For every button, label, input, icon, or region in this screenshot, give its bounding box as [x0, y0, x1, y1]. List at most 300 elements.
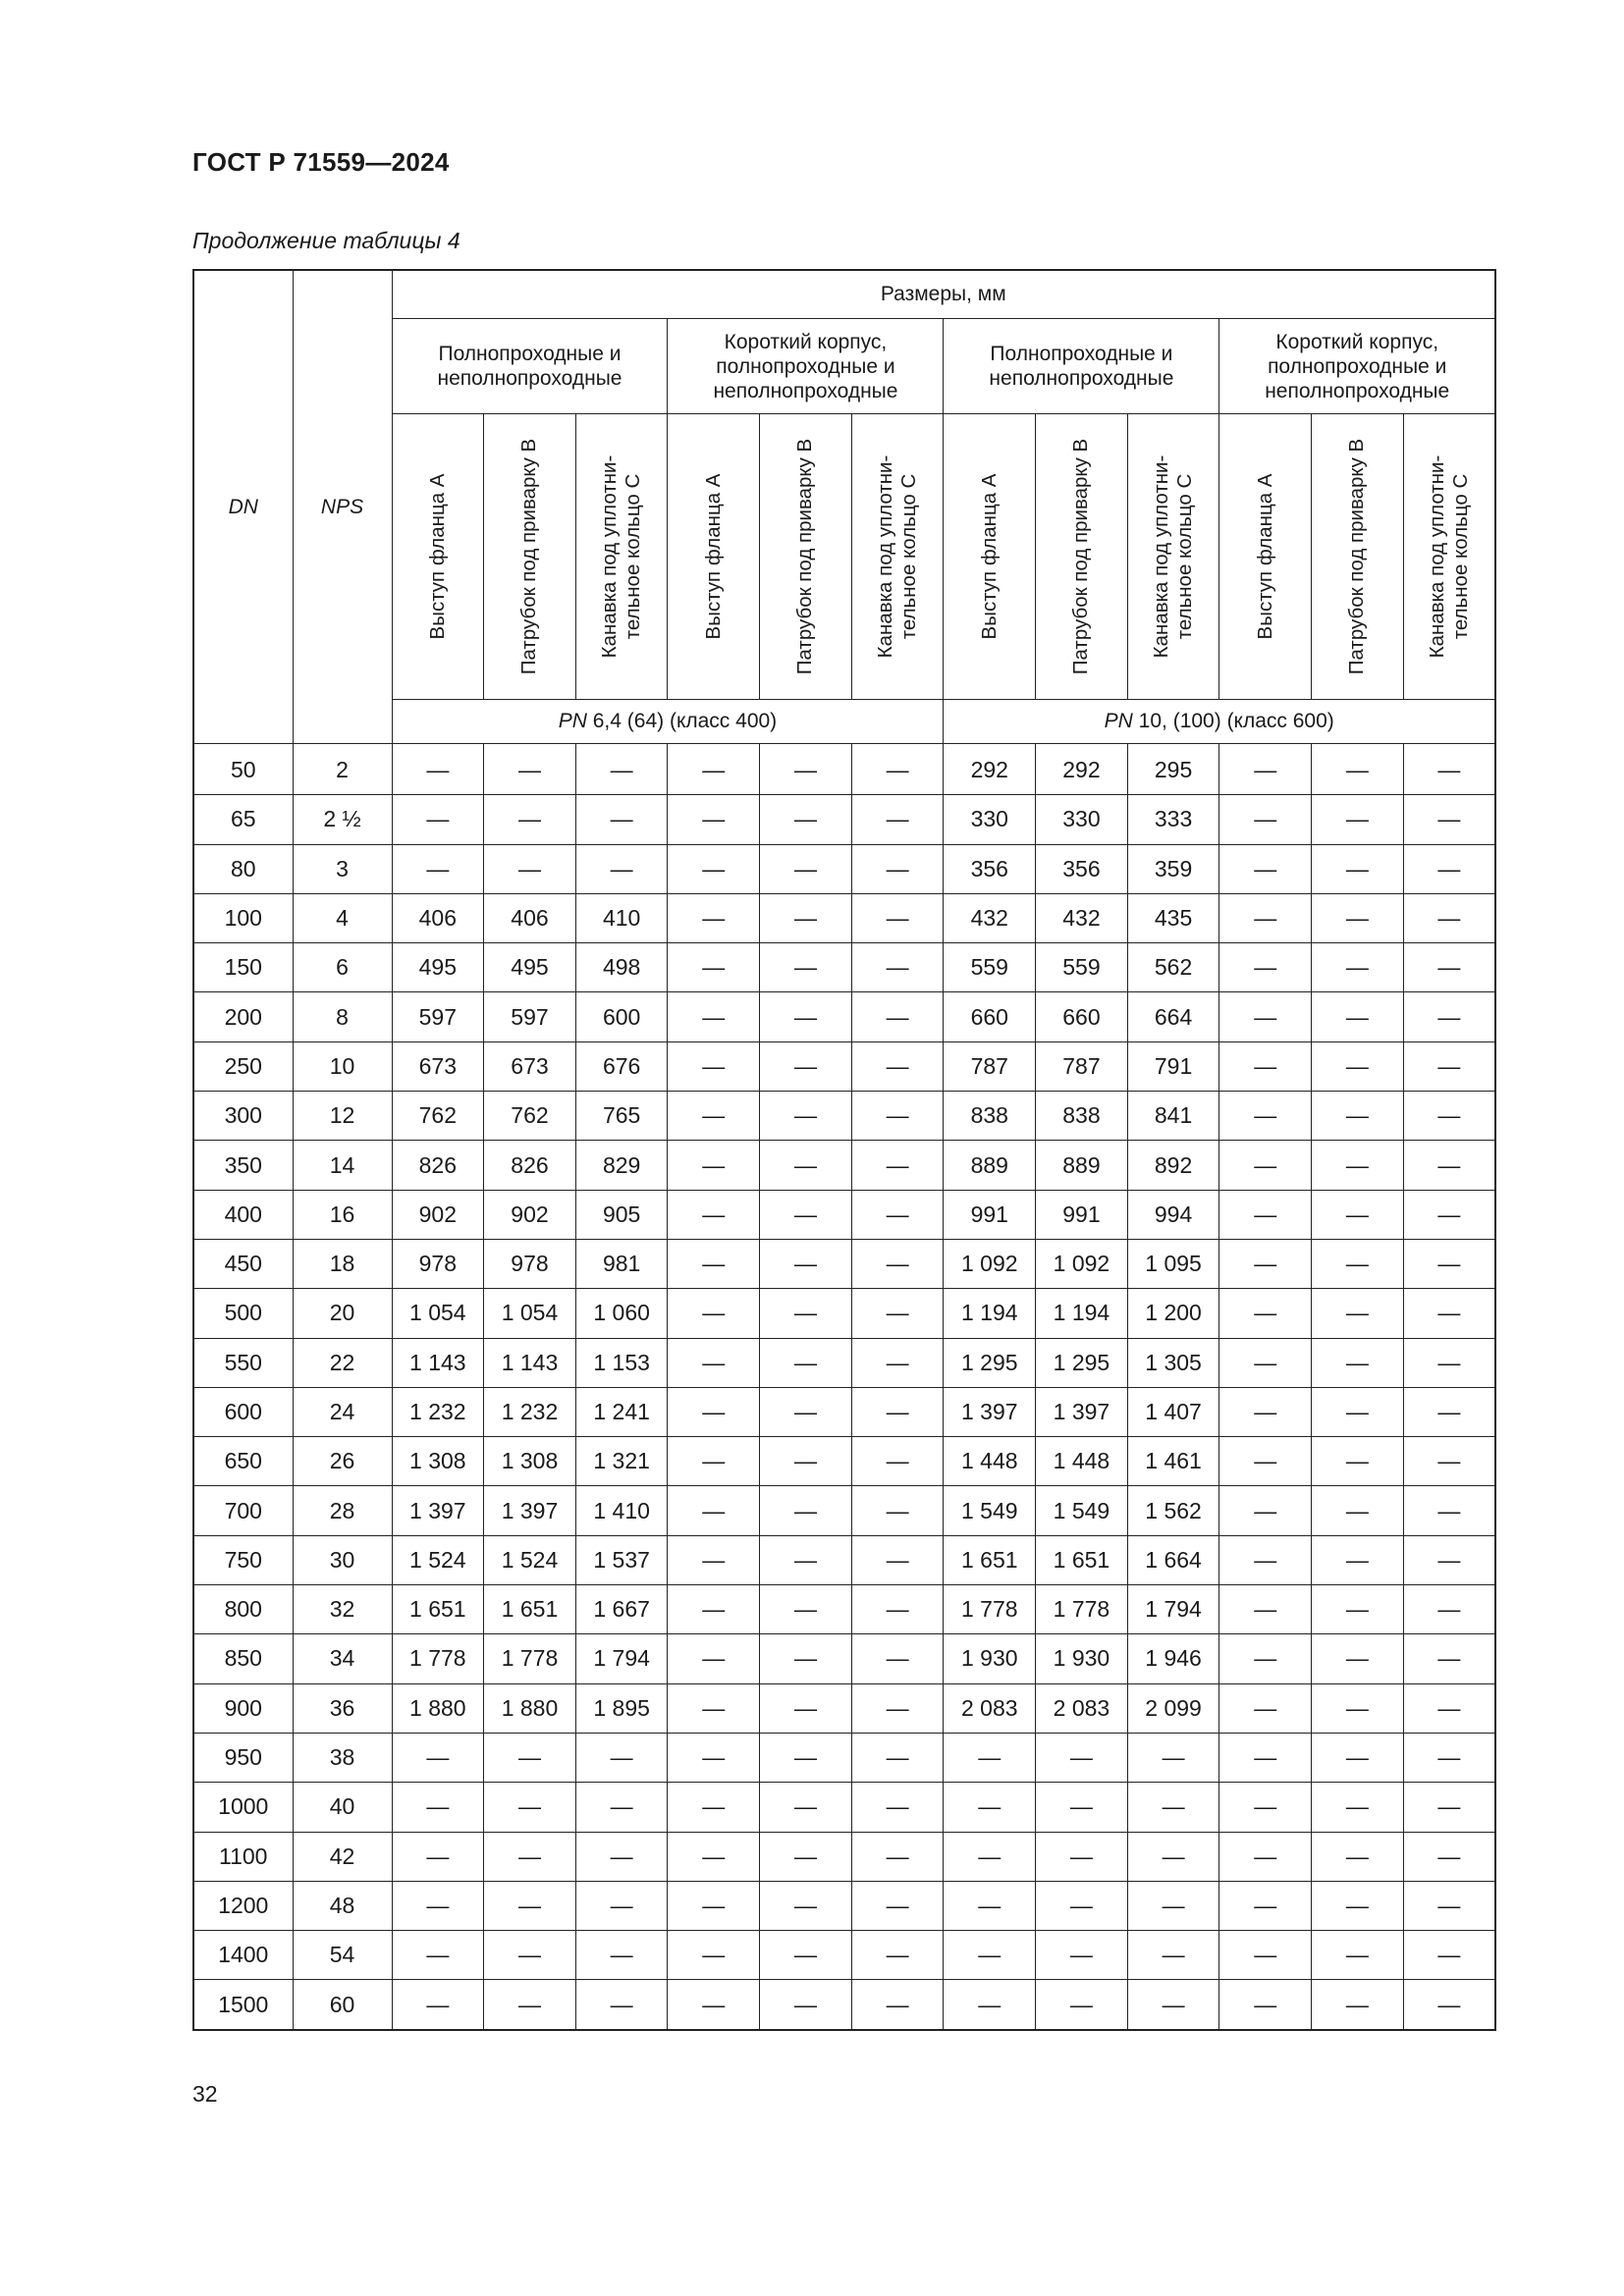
value-cell: —: [760, 1486, 852, 1535]
table-row: [193, 1783, 1495, 1832]
nps-cell: 4: [293, 893, 392, 942]
dn-cell: 600: [193, 1387, 293, 1436]
value-cell: —: [1403, 1486, 1495, 1535]
nps-cell: 38: [293, 1733, 392, 1782]
dn-cell: 150: [193, 943, 293, 992]
nps-cell: 16: [293, 1190, 392, 1239]
value-cell: —: [668, 893, 760, 942]
nps-cell: 6: [293, 943, 392, 992]
value-cell: —: [760, 1239, 852, 1288]
value-cell: —: [668, 1585, 760, 1634]
dn-cell: 750: [193, 1535, 293, 1584]
value-cell: 765: [575, 1092, 668, 1141]
table-row: [193, 1141, 1495, 1190]
value-cell: 991: [1036, 1190, 1128, 1239]
value-cell: —: [668, 943, 760, 992]
sub-column-label: Патрубок под приварку B: [1345, 438, 1369, 675]
sub-column-header: [1403, 414, 1495, 700]
nps-cell: 14: [293, 1141, 392, 1190]
value-cell: 1 241: [575, 1387, 668, 1436]
group-header-full-bore-2: Полнопроходные и неполнопроходные: [944, 319, 1219, 414]
document-title: ГОСТ Р 71559—2024: [192, 147, 450, 177]
value-cell: —: [668, 1041, 760, 1091]
value-cell: —: [760, 1289, 852, 1338]
value-cell: 1 524: [484, 1535, 576, 1584]
value-cell: 1 651: [392, 1585, 484, 1634]
value-cell: 495: [392, 943, 484, 992]
value-cell: —: [760, 1437, 852, 1486]
value-cell: —: [1403, 1141, 1495, 1190]
value-cell: —: [1403, 1931, 1495, 1980]
value-cell: 597: [484, 992, 576, 1041]
value-cell: 889: [1036, 1141, 1128, 1190]
value-cell: —: [1403, 744, 1495, 795]
value-cell: —: [851, 1585, 944, 1634]
value-cell: —: [1312, 1783, 1404, 1832]
value-cell: —: [760, 1881, 852, 1930]
value-cell: 1 092: [944, 1239, 1036, 1288]
value-cell: —: [1312, 1634, 1404, 1683]
value-cell: —: [1403, 1683, 1495, 1733]
value-cell: —: [1403, 1041, 1495, 1091]
nps-cell: 3: [293, 844, 392, 893]
value-cell: —: [392, 795, 484, 844]
value-cell: —: [668, 1437, 760, 1486]
group-header-short-body-2: Короткий корпус, полнопроходные и неполнопроходные: [1219, 319, 1495, 414]
value-cell: —: [851, 795, 944, 844]
table-row: [193, 1190, 1495, 1239]
dn-cell: 200: [193, 992, 293, 1041]
value-cell: —: [851, 1041, 944, 1091]
group-header-full-bore-1: Полнопроходные и неполнопроходные: [392, 319, 668, 414]
nps-cell: 18: [293, 1239, 392, 1288]
value-cell: —: [484, 1931, 576, 1980]
value-cell: —: [484, 1783, 576, 1832]
value-cell: 2 099: [1127, 1683, 1219, 1733]
value-cell: —: [1403, 992, 1495, 1041]
value-cell: —: [1127, 1783, 1219, 1832]
value-cell: 495: [484, 943, 576, 992]
value-cell: 1 305: [1127, 1338, 1219, 1387]
dn-cell: 1500: [193, 1980, 293, 2030]
value-cell: —: [1036, 1980, 1128, 2030]
value-cell: 889: [944, 1141, 1036, 1190]
value-cell: —: [1036, 1733, 1128, 1782]
value-cell: —: [1403, 1387, 1495, 1436]
dn-cell: 500: [193, 1289, 293, 1338]
value-cell: 1 895: [575, 1683, 668, 1733]
value-cell: —: [944, 1980, 1036, 2030]
value-cell: —: [1219, 1585, 1312, 1634]
value-cell: 660: [944, 992, 1036, 1041]
value-cell: —: [1127, 1881, 1219, 1930]
value-cell: 1 200: [1127, 1289, 1219, 1338]
value-cell: —: [1312, 795, 1404, 844]
value-cell: —: [668, 795, 760, 844]
value-cell: —: [851, 1783, 944, 1832]
value-cell: —: [484, 1733, 576, 1782]
value-cell: 432: [944, 893, 1036, 942]
value-cell: —: [668, 1683, 760, 1733]
value-cell: 762: [392, 1092, 484, 1141]
value-cell: —: [575, 1832, 668, 1881]
sub-column-header: [392, 414, 484, 700]
value-cell: —: [668, 1881, 760, 1930]
value-cell: —: [1219, 1783, 1312, 1832]
value-cell: —: [1219, 844, 1312, 893]
value-cell: —: [1219, 1092, 1312, 1141]
value-cell: —: [392, 744, 484, 795]
page-number: 32: [192, 2081, 218, 2107]
value-cell: —: [1312, 1437, 1404, 1486]
value-cell: —: [1219, 893, 1312, 942]
value-cell: 673: [484, 1041, 576, 1091]
value-cell: 1 664: [1127, 1535, 1219, 1584]
table-row: [193, 992, 1495, 1041]
value-cell: —: [1127, 1931, 1219, 1980]
value-cell: —: [760, 1535, 852, 1584]
value-cell: —: [392, 1881, 484, 1930]
sub-column-header: [484, 414, 576, 700]
value-cell: —: [392, 1832, 484, 1881]
value-cell: 676: [575, 1041, 668, 1091]
value-cell: —: [1403, 1733, 1495, 1782]
value-cell: 1 880: [392, 1683, 484, 1733]
value-cell: 1 153: [575, 1338, 668, 1387]
value-cell: 1 397: [392, 1486, 484, 1535]
value-cell: 1 778: [392, 1634, 484, 1683]
value-cell: 330: [944, 795, 1036, 844]
value-cell: 1 778: [944, 1585, 1036, 1634]
nps-cell: 12: [293, 1092, 392, 1141]
value-cell: 1 397: [484, 1486, 576, 1535]
value-cell: —: [760, 893, 852, 942]
value-cell: 1 549: [1036, 1486, 1128, 1535]
value-cell: —: [760, 1338, 852, 1387]
value-cell: 1 143: [392, 1338, 484, 1387]
value-cell: —: [851, 893, 944, 942]
sub-column-label: Выступ фланца A: [977, 473, 1001, 640]
value-cell: 841: [1127, 1092, 1219, 1141]
value-cell: —: [1312, 1092, 1404, 1141]
table-row: [193, 744, 1495, 795]
column-header-dn: DN: [193, 270, 293, 744]
sub-column-label: Патрубок под приварку B: [793, 438, 817, 675]
value-cell: —: [1403, 1289, 1495, 1338]
value-cell: —: [668, 1239, 760, 1288]
value-cell: 1 308: [392, 1437, 484, 1486]
value-cell: —: [1127, 1980, 1219, 2030]
value-cell: 2 083: [944, 1683, 1036, 1733]
column-header-nps: NPS: [293, 270, 392, 744]
value-cell: —: [760, 1387, 852, 1436]
value-cell: 994: [1127, 1190, 1219, 1239]
value-cell: 410: [575, 893, 668, 942]
value-cell: 498: [575, 943, 668, 992]
value-cell: 1 667: [575, 1585, 668, 1634]
table-row: [193, 1980, 1495, 2030]
value-cell: 597: [392, 992, 484, 1041]
value-cell: 406: [484, 893, 576, 942]
value-cell: —: [668, 1289, 760, 1338]
value-cell: —: [851, 1733, 944, 1782]
sub-column-header: [1219, 414, 1312, 700]
table-row: [193, 1881, 1495, 1930]
sub-column-header: [760, 414, 852, 700]
value-cell: —: [760, 1783, 852, 1832]
value-cell: —: [1403, 844, 1495, 893]
dn-cell: 700: [193, 1486, 293, 1535]
value-cell: 1 778: [1036, 1585, 1128, 1634]
dn-cell: 1400: [193, 1931, 293, 1980]
value-cell: —: [668, 1931, 760, 1980]
value-cell: —: [1403, 943, 1495, 992]
sub-column-label: Выступ фланца A: [1253, 473, 1276, 640]
value-cell: —: [851, 1289, 944, 1338]
dn-cell: 550: [193, 1338, 293, 1387]
table-row: [193, 795, 1495, 844]
value-cell: —: [392, 844, 484, 893]
value-cell: —: [760, 1585, 852, 1634]
value-cell: —: [668, 1634, 760, 1683]
value-cell: 787: [944, 1041, 1036, 1091]
value-cell: 356: [944, 844, 1036, 893]
table-caption: Продолжение таблицы 4: [192, 228, 460, 253]
value-cell: 1 054: [484, 1289, 576, 1338]
dn-cell: 80: [193, 844, 293, 893]
value-cell: —: [392, 1733, 484, 1782]
value-cell: —: [1219, 1634, 1312, 1683]
value-cell: —: [1312, 1387, 1404, 1436]
value-cell: 1 549: [944, 1486, 1036, 1535]
value-cell: 292: [944, 744, 1036, 795]
sub-column-label: Выступ фланца A: [701, 473, 725, 640]
table-row: [193, 1585, 1495, 1634]
value-cell: —: [668, 992, 760, 1041]
nps-cell: 36: [293, 1683, 392, 1733]
value-cell: 1 651: [484, 1585, 576, 1634]
value-cell: —: [668, 1387, 760, 1436]
value-cell: —: [1312, 1585, 1404, 1634]
table-body: [193, 744, 1495, 2030]
value-cell: —: [668, 1783, 760, 1832]
value-cell: —: [851, 1881, 944, 1930]
dimensions-header: Размеры, мм: [392, 270, 1495, 319]
sub-column-label: Патрубок под приварку B: [1069, 438, 1093, 675]
value-cell: —: [1219, 1437, 1312, 1486]
value-cell: 600: [575, 992, 668, 1041]
value-cell: —: [668, 1141, 760, 1190]
value-cell: —: [851, 1239, 944, 1288]
value-cell: —: [668, 1190, 760, 1239]
value-cell: —: [851, 1535, 944, 1584]
value-cell: —: [851, 1387, 944, 1436]
value-cell: 1 295: [944, 1338, 1036, 1387]
value-cell: —: [1036, 1832, 1128, 1881]
value-cell: —: [851, 1437, 944, 1486]
value-cell: 791: [1127, 1041, 1219, 1091]
table-row: [193, 1387, 1495, 1436]
value-cell: —: [1403, 1832, 1495, 1881]
value-cell: 1 794: [575, 1634, 668, 1683]
value-cell: —: [668, 744, 760, 795]
nps-cell: 30: [293, 1535, 392, 1584]
value-cell: —: [944, 1881, 1036, 1930]
value-cell: —: [1219, 795, 1312, 844]
dn-cell: 800: [193, 1585, 293, 1634]
value-cell: 292: [1036, 744, 1128, 795]
nps-cell: 26: [293, 1437, 392, 1486]
value-cell: 991: [944, 1190, 1036, 1239]
value-cell: 559: [1036, 943, 1128, 992]
nps-cell: 20: [293, 1289, 392, 1338]
dn-cell: 300: [193, 1092, 293, 1141]
sub-column-label: Патрубок под приварку B: [517, 438, 541, 675]
value-cell: —: [1403, 893, 1495, 942]
value-cell: —: [944, 1931, 1036, 1980]
value-cell: 1 092: [1036, 1239, 1128, 1288]
value-cell: 660: [1036, 992, 1128, 1041]
value-cell: 406: [392, 893, 484, 942]
value-cell: —: [484, 1980, 576, 2030]
value-cell: —: [668, 1832, 760, 1881]
value-cell: —: [760, 795, 852, 844]
value-cell: 1 794: [1127, 1585, 1219, 1634]
value-cell: —: [1312, 744, 1404, 795]
value-cell: 1 651: [944, 1535, 1036, 1584]
value-cell: —: [1036, 1783, 1128, 1832]
value-cell: —: [668, 1092, 760, 1141]
value-cell: —: [1312, 1535, 1404, 1584]
value-cell: —: [760, 943, 852, 992]
value-cell: —: [392, 1783, 484, 1832]
value-cell: —: [668, 844, 760, 893]
nps-cell: 2: [293, 744, 392, 795]
value-cell: —: [1312, 1239, 1404, 1288]
value-cell: —: [760, 1980, 852, 2030]
sub-column-label: Выступ фланца A: [425, 473, 449, 640]
value-cell: —: [1219, 1141, 1312, 1190]
dn-cell: 1000: [193, 1783, 293, 1832]
value-cell: —: [1036, 1931, 1128, 1980]
dn-cell: 100: [193, 893, 293, 942]
nps-cell: 40: [293, 1783, 392, 1832]
value-cell: —: [1219, 1041, 1312, 1091]
value-cell: —: [760, 992, 852, 1041]
value-cell: 1 461: [1127, 1437, 1219, 1486]
value-cell: 673: [392, 1041, 484, 1091]
nps-cell: 8: [293, 992, 392, 1041]
value-cell: 1 060: [575, 1289, 668, 1338]
nps-cell: 10: [293, 1041, 392, 1091]
value-cell: —: [760, 844, 852, 893]
value-cell: 1 448: [1036, 1437, 1128, 1486]
dimensions-table: [192, 269, 1496, 2031]
value-cell: —: [1219, 1832, 1312, 1881]
value-cell: 826: [392, 1141, 484, 1190]
value-cell: —: [851, 992, 944, 1041]
value-cell: 902: [484, 1190, 576, 1239]
value-cell: —: [944, 1733, 1036, 1782]
dn-cell: 50: [193, 744, 293, 795]
nps-cell: 48: [293, 1881, 392, 1930]
sub-column-header: [1312, 414, 1404, 700]
table-row: [193, 1289, 1495, 1338]
value-cell: —: [760, 1092, 852, 1141]
dn-cell: 850: [193, 1634, 293, 1683]
value-cell: —: [1219, 1535, 1312, 1584]
value-cell: 902: [392, 1190, 484, 1239]
value-cell: —: [1403, 1783, 1495, 1832]
value-cell: —: [1036, 1881, 1128, 1930]
value-cell: 892: [1127, 1141, 1219, 1190]
value-cell: 838: [1036, 1092, 1128, 1141]
value-cell: —: [1403, 1585, 1495, 1634]
dn-cell: 1100: [193, 1832, 293, 1881]
value-cell: —: [851, 1092, 944, 1141]
value-cell: 1 232: [484, 1387, 576, 1436]
value-cell: —: [484, 1881, 576, 1930]
value-cell: —: [1312, 1980, 1404, 2030]
value-cell: 1 930: [1036, 1634, 1128, 1683]
value-cell: —: [1312, 1832, 1404, 1881]
value-cell: 1 562: [1127, 1486, 1219, 1535]
value-cell: 762: [484, 1092, 576, 1141]
value-cell: —: [575, 1733, 668, 1782]
value-cell: 664: [1127, 992, 1219, 1041]
value-cell: —: [575, 744, 668, 795]
nps-cell: 2 ½: [293, 795, 392, 844]
value-cell: 1 448: [944, 1437, 1036, 1486]
value-cell: —: [1312, 1683, 1404, 1733]
table-row: [193, 943, 1495, 992]
sub-column-header: [851, 414, 944, 700]
nps-cell: 60: [293, 1980, 392, 2030]
value-cell: —: [851, 1683, 944, 1733]
value-cell: —: [668, 1535, 760, 1584]
value-cell: 978: [484, 1239, 576, 1288]
value-cell: —: [668, 1486, 760, 1535]
value-cell: —: [1219, 1733, 1312, 1782]
value-cell: —: [575, 795, 668, 844]
value-cell: —: [1312, 1931, 1404, 1980]
dn-cell: 450: [193, 1239, 293, 1288]
table-row: [193, 1535, 1495, 1584]
value-cell: 295: [1127, 744, 1219, 795]
value-cell: —: [760, 1832, 852, 1881]
value-cell: 1 410: [575, 1486, 668, 1535]
value-cell: —: [1403, 1980, 1495, 2030]
value-cell: —: [1219, 1881, 1312, 1930]
value-cell: 1 880: [484, 1683, 576, 1733]
value-cell: —: [1403, 1190, 1495, 1239]
sub-column-header: [668, 414, 760, 700]
sub-column-header: [1036, 414, 1128, 700]
value-cell: 787: [1036, 1041, 1128, 1091]
dn-cell: 65: [193, 795, 293, 844]
value-cell: —: [575, 1783, 668, 1832]
value-cell: —: [1403, 795, 1495, 844]
value-cell: —: [1312, 1041, 1404, 1091]
value-cell: —: [944, 1832, 1036, 1881]
value-cell: —: [760, 1634, 852, 1683]
nps-cell: 24: [293, 1387, 392, 1436]
value-cell: —: [851, 844, 944, 893]
value-cell: 981: [575, 1239, 668, 1288]
nps-cell: 34: [293, 1634, 392, 1683]
value-cell: 2 083: [1036, 1683, 1128, 1733]
value-cell: —: [1312, 1190, 1404, 1239]
